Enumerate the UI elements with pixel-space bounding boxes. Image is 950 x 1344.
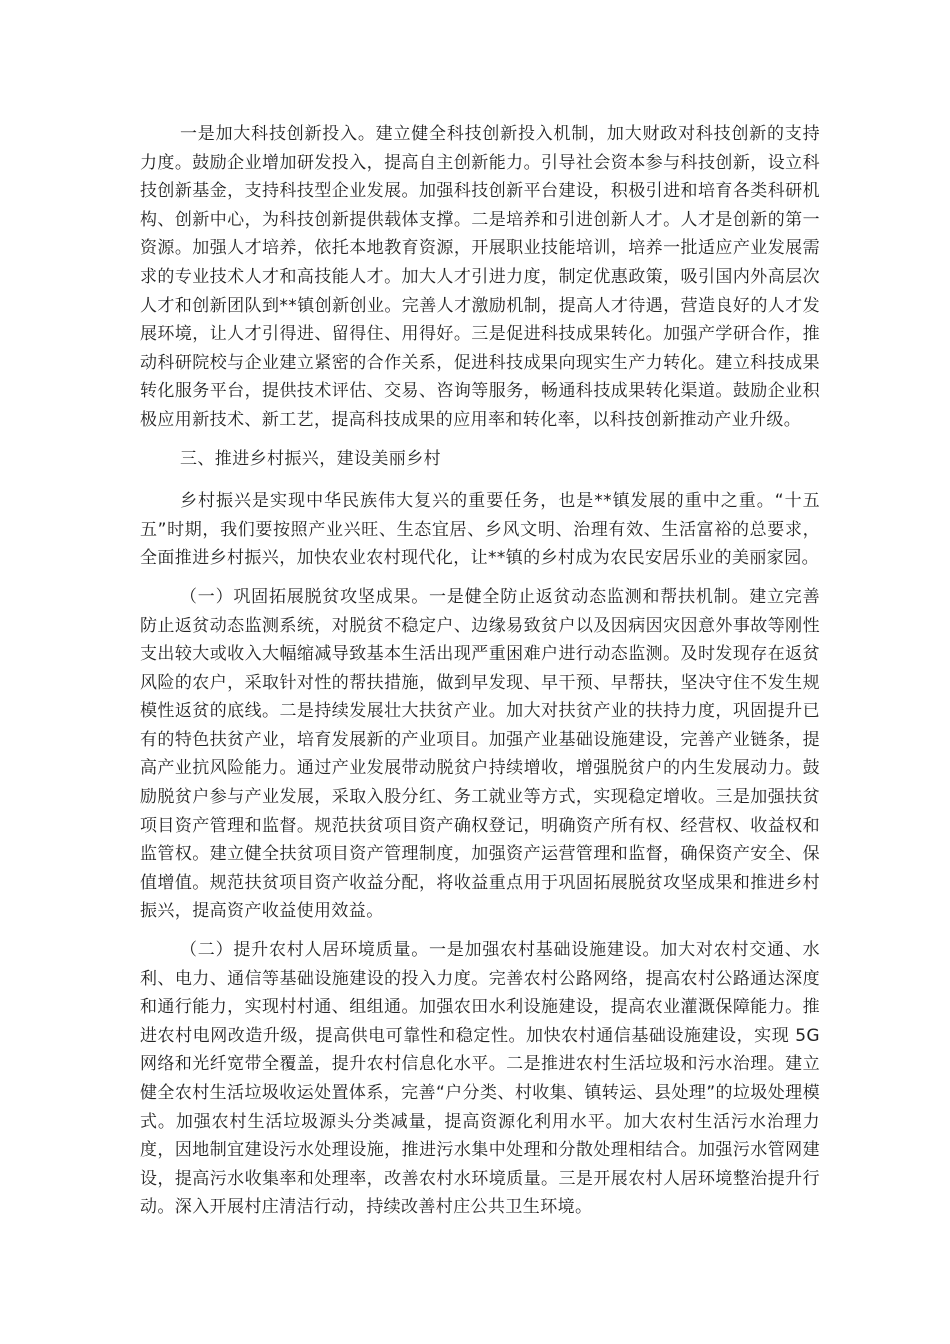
paragraph-tech-innovation: 一是加大科技创新投入。建立健全科技创新投入机制，加大财政对科技创新的支持力度。鼓励企业增加研发投入，提高自主创新能力。引导社会资本参与科技创新，设立科技创新基金，支持科技型企业发展。加强科技创新平台建设，积极引进和培育各类科研机构、创新中心，为科技创新提供载体支撑。二是培养和引进创新人才。人才是创新的第一资源。加强人才培养，依托本地教育资源，开展职业技能培训，培养一批适应产业发展需求的专业技术人才和高技能人才。加大人才引进力度，制定优惠政策，吸引国内外高层次人才和创新团队到**镇创新创业。完善人才激励机制，提高人才待遇，营造良好的人才发展环境，让人才引得进、留得住、用得好。三是促进科技成果转化。加强产学研合作，推动科研院校与企业建立紧密的合作关系，促进科技成果向现实生产力转化。建立科技成果转化服务平台，提供技术评估、交易、咨询等服务，畅通科技成果转化渠道。鼓励企业积极应用新技术、新工艺，提高科技成果的应用率和转化率，以科技创新推动产业升级。: [140, 124, 820, 430]
paragraph-living-environment: （二）提升农村人居环境质量。一是加强农村基础设施建设。加大对农村交通、水利、电力、通信等基础设施建设的投入力度。完善农村公路网络，提高农村公路通达深度和通行能力，实现村村通、组组通。加强农田水利设施建设，提高农业灌溉保障能力。推进农村电网改造升级，提高供电可靠性和稳定性。加快农村通信基础设施建设，实现 5G 网络和光纤宽带全覆盖，提升农村信息化水平。二是推进农村生活垃圾和污水治理。建立健全农村生活垃圾收运处置体系，完善“户分类、村收集、镇转运、县处理”的垃圾处理模式。加强农村生活垃圾源头分类减量，提高资源化利用水平。加大农村生活污水治理力度，因地制宜建设污水处理设施，推进污水集中处理和分散处理相结合。加强污水管网建设，提高污水收集率和处理率，改善农村水环境质量。三是开展农村人居环境整治提升行动。深入开展村庄清洁行动，持续改善村庄公共卫生环境。: [140, 940, 820, 1218]
document-body: [140, 120, 820, 1232]
paragraph-poverty-alleviation: （一）巩固拓展脱贫攻坚成果。一是健全防止返贫动态监测和帮扶机制。建立完善防止返贫动态监测系统，对脱贫不稳定户、边缘易致贫户以及因病因灾因意外事故等刚性支出较大或收入大幅缩减导致基本生活出现严重困难户进行动态监测。及时发现存在返贫风险的农户，采取针对性的帮扶措施，做到早发现、早干预、早帮扶，坚决守住不发生规模性返贫的底线。二是持续发展壮大扶贫产业。加大对扶贫产业的扶持力度，巩固提升已有的特色扶贫产业，培育发展新的产业项目。加强产业基础设施建设，完善产业链条，提高产业抗风险能力。通过产业发展带动脱贫户持续增收，增强脱贫户的内生发展动力。鼓励脱贫户参与产业发展，采取入股分红、务工就业等方式，实现稳定增收。三是加强扶贫项目资产管理和监督。规范扶贫项目资产确权登记，明确资产所有权、经营权、收益权和监管权。建立健全扶贫项目资产管理制度，加强资产运营管理和监督，确保资产安全、保值增值。规范扶贫项目资产收益分配，将收益重点用于巩固拓展脱贫攻坚成果和推进乡村振兴，提高资产收益使用效益。: [140, 586, 820, 922]
paragraph-rural-revitalization-intro: 乡村振兴是实现中华民族伟大复兴的重要任务，也是**镇发展的重中之重。“十五五”时期，我们要按照产业兴旺、生态宜居、乡风文明、治理有效、生活富裕的总要求，全面推进乡村振兴，加快农业农村现代化，让**镇的乡村成为农民安居乐业的美丽家园。: [140, 491, 820, 569]
section-heading-rural-revitalization: 三、推进乡村振兴，建设美丽乡村: [180, 448, 441, 469]
